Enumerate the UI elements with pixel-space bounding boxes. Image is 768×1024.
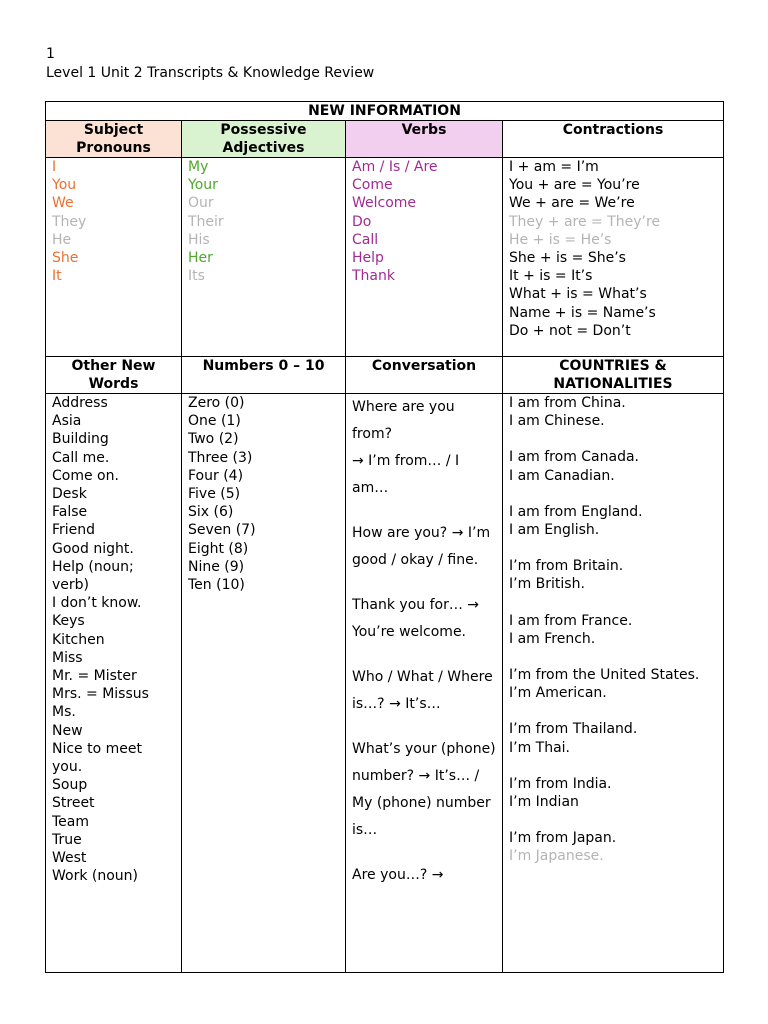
other-word-item: Address	[52, 395, 108, 411]
country-item: I am from England.	[509, 503, 643, 520]
other-word-item: True	[52, 831, 82, 848]
contraction-item: You + are = You’re	[509, 177, 640, 194]
header-contractions: Contractions	[503, 121, 724, 158]
country-item: I’m Thai.	[509, 739, 571, 756]
pronoun-item: They	[52, 213, 87, 230]
other-words-cell	[46, 394, 182, 973]
other-word-item: Mrs. = Missus	[52, 686, 149, 703]
other-word-item: Keys	[52, 613, 85, 630]
contraction-item: I + am = I’m	[509, 159, 599, 175]
conversation-line: Who / What / Where is…? → It’s…	[352, 669, 493, 712]
adjective-item: Your	[188, 177, 218, 194]
country-item: I am French.	[509, 630, 596, 647]
country-item: I am Chinese.	[509, 413, 605, 430]
conversation-line	[352, 574, 496, 592]
number-item: Five (5)	[188, 486, 241, 503]
other-word-item: Help (noun; verb)	[52, 558, 134, 594]
country-item: I’m from Japan.	[509, 830, 617, 847]
adjective-item: His	[188, 231, 210, 248]
pronoun-item: It	[52, 268, 62, 285]
other-word-item: Come on.	[52, 467, 119, 484]
pronoun-item: He	[52, 231, 72, 248]
number-item: One (1)	[188, 413, 241, 430]
other-word-item: Kitchen	[52, 631, 105, 648]
number-item: Eight (8)	[188, 540, 249, 557]
other-word-item: Friend	[52, 522, 96, 539]
contraction-item: Name + is = Name’s	[509, 304, 656, 321]
contraction-item: We + are = We’re	[509, 195, 635, 212]
number-item: Seven (7)	[188, 522, 256, 539]
country-item: I’m American.	[509, 685, 607, 702]
country-item: I am Canadian.	[509, 467, 615, 484]
verbs-cell	[346, 158, 503, 357]
verb-item: Help	[352, 250, 384, 267]
pronoun-item: I	[52, 159, 57, 175]
number-item: Six (6)	[188, 504, 234, 521]
table-title: NEW INFORMATION	[46, 102, 724, 121]
conversation-line: How are you? → I’m good / okay / fine.	[352, 525, 491, 568]
country-item: I am from Canada.	[509, 449, 639, 466]
countries-cell	[503, 394, 724, 973]
conversation-line	[352, 844, 496, 862]
conversation-line: What’s your (phone) number? → It’s… / My (phone) number is…	[352, 741, 496, 838]
conversation-line	[352, 718, 496, 736]
document-title: Level 1 Unit 2 Transcripts & Knowledge Review	[46, 65, 375, 81]
page-number: 1	[46, 46, 55, 62]
contraction-item: He + is = He’s	[509, 231, 612, 248]
country-item	[509, 648, 717, 666]
other-word-item: New	[52, 722, 83, 739]
verb-item: Come	[352, 177, 393, 194]
verb-item: Thank	[352, 268, 395, 285]
country-item: I am from France.	[509, 612, 633, 629]
other-word-item: Miss	[52, 649, 83, 666]
other-word-item: Mr. = Mister	[52, 668, 137, 685]
country-item	[509, 430, 717, 448]
country-item: I’m from the United States.	[509, 667, 700, 684]
other-word-item: Ms.	[52, 704, 76, 721]
number-item: Three (3)	[188, 449, 253, 466]
country-item: I am English.	[509, 522, 600, 539]
verb-item: Am / Is / Are	[352, 159, 438, 175]
conversation-line: Thank you for… → You’re welcome.	[352, 597, 480, 640]
country-item	[509, 539, 717, 557]
conversation-line: Are you…? →	[352, 867, 444, 883]
country-item	[509, 485, 717, 503]
country-item: I’m British.	[509, 576, 585, 593]
header-subject-pronouns: Subject Pronouns	[46, 121, 182, 158]
other-word-item: Street	[52, 795, 95, 812]
verb-item: Do	[352, 213, 372, 230]
adjective-item: Our	[188, 195, 214, 212]
other-word-item: Soup	[52, 777, 88, 794]
pronoun-item: We	[52, 195, 74, 212]
contraction-item: What + is = What’s	[509, 286, 647, 303]
conversation-line: Where are you from?	[352, 399, 455, 442]
other-word-item: Nice to meet you.	[52, 740, 142, 776]
pronoun-item: She	[52, 250, 79, 267]
other-word-item: Asia	[52, 413, 82, 430]
verb-item: Call	[352, 231, 379, 248]
contraction-item: She + is = She’s	[509, 250, 626, 267]
pronouns-cell	[46, 158, 182, 357]
conversation-line	[352, 646, 496, 664]
country-item	[509, 702, 717, 720]
country-item: I am from China.	[509, 395, 626, 411]
country-item	[509, 594, 717, 612]
verb-item: Welcome	[352, 195, 417, 212]
contraction-item: Do + not = Don’t	[509, 322, 631, 339]
header-conversation: Conversation	[346, 357, 503, 394]
conversation-cell	[346, 394, 503, 973]
other-word-item: Good night.	[52, 540, 134, 557]
knowledge-review-table	[45, 101, 724, 973]
header-possessive-adjectives: Possessive Adjectives	[182, 121, 346, 158]
other-word-item: Building	[52, 431, 109, 448]
country-item: I’m Japanese.	[509, 848, 604, 865]
conversation-line	[352, 502, 496, 520]
other-word-item: West	[52, 850, 87, 867]
other-word-item: Call me.	[52, 449, 110, 466]
country-item: I’m from Britain.	[509, 558, 624, 575]
header-countries-nationalities: COUNTRIES & NATIONALITIES	[503, 357, 724, 394]
header-other-new-words: Other New Words	[46, 357, 182, 394]
number-item: Ten (10)	[188, 577, 245, 594]
number-item: Nine (9)	[188, 558, 245, 575]
header-numbers: Numbers 0 – 10	[182, 357, 346, 394]
pronoun-item: You	[52, 177, 77, 194]
numbers-cell	[182, 394, 346, 973]
adjective-item: Their	[188, 213, 224, 230]
contraction-item: They + are = They’re	[509, 213, 661, 230]
country-item: I’m from Thailand.	[509, 721, 638, 738]
adjective-item: My	[188, 159, 209, 175]
other-word-item: I don’t know.	[52, 595, 142, 612]
other-word-item: False	[52, 504, 88, 521]
other-word-item: Work (noun)	[52, 868, 139, 885]
header-verbs: Verbs	[346, 121, 503, 158]
country-item: I’m from India.	[509, 775, 612, 792]
number-item: Two (2)	[188, 431, 239, 448]
conversation-line: → I’m from… / I am…	[352, 453, 460, 496]
country-item	[509, 811, 717, 829]
country-item	[509, 757, 717, 775]
contractions-cell	[503, 158, 724, 357]
adjectives-cell	[182, 158, 346, 357]
adjective-item: Her	[188, 250, 213, 267]
contraction-item: It + is = It’s	[509, 268, 593, 285]
number-item: Zero (0)	[188, 395, 245, 411]
number-item: Four (4)	[188, 467, 244, 484]
other-word-item: Team	[52, 813, 90, 830]
other-word-item: Desk	[52, 486, 87, 503]
country-item: I’m Indian	[509, 794, 579, 811]
adjective-item: Its	[188, 268, 205, 285]
